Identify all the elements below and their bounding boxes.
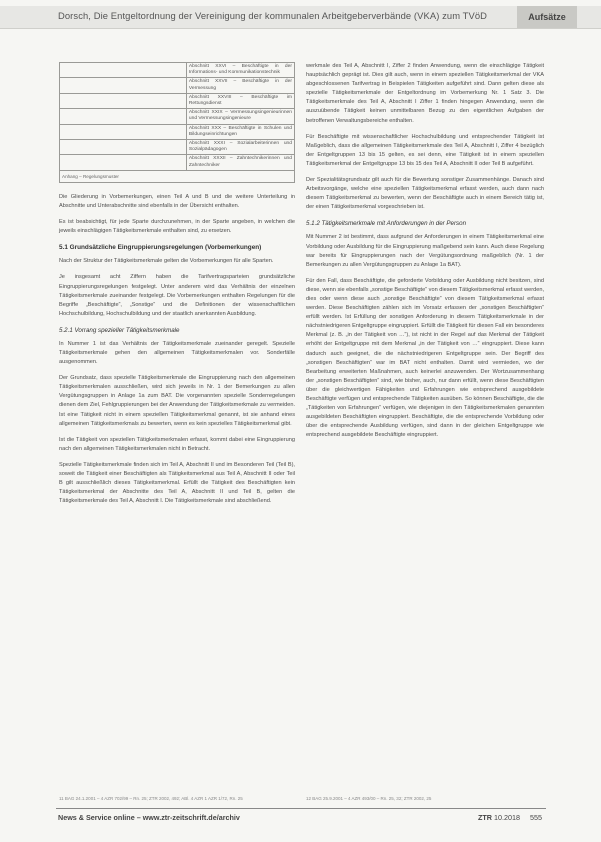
table-cell [60,140,187,155]
page-header [0,6,601,29]
table-row [60,140,295,155]
paragraph: Ist die Tätigkeit von speziellen Tätigkeitsmerkmalen erfasst, kommt dabei eine Eingruppierung nach den allgemeinen Tätigkeitsmerkmalen nicht in Betracht. [59,436,295,452]
table-cell: Abschnitt XXXII – Zahntechnikerinnen und Zahntechniker [186,155,294,170]
footer-issue [478,813,542,822]
journal-name: ZTR [478,813,492,822]
issue-number: 10.2018 [493,813,520,822]
footer-divider [56,808,546,809]
table-row [60,124,295,139]
table-cell: Abschnitt XXVII – Beschäftigte in der Vermessung [186,78,294,93]
table-cell [60,155,187,170]
table-row [60,155,295,170]
paragraph: Der Grundsatz, dass spezielle Tätigkeitsmerkmale die Eingruppierung nach den allgemeinen Tätigkeitsmerkmalen ausschließen, wird sich jeweils in Nr. 1 der Bemerkungen zu allen Vergütungsgruppen in Anlage 1a zum BAT. Die vorgenannten spezielle Sonderregelungen dienen dem Ziel, Fehlgruppierungen bei der Anwendung der Tätigkeitsmerkmale zu vermeiden. Ist eine Tätigkeit nicht in einem speziellen Tätigkeitsmerkmal genannt, ist sie anhand eines allgemeinen Tätigkeitsmerkmals zu bewerten, wenn es kein spezielles Tätigkeitsmerkmal gibt. [59,375,295,427]
paragraph: Der Spezialitätsgrundsatz gilt auch für die Bewertung sonstiger Zusammenhänge. Danach sind Arbeitsvorgänge, welche eine speziellen Tätigkeitsmerkmal erfasst werden, auch dann nach diesem Tätigkeitsmerkmal zu bewerten, wenn der Beschäftigte auch in einem Bereich tätig ist, der einen Tätigkeitsmerkmal vorgeschrieben ist. [306,177,544,211]
paragraph: Mit Nummer 2 ist bestimmt, dass aufgrund der Anforderungen in einem Tätigkeitsmerkmal eine Vorbildung oder Ausbildung für die Eingruppierung maßgebend sein kann. Auch diese Regelung war bereits für Eingruppierungen nach der Vergütungsordnung maßgeblich (Nr. 1 der Bemerkungen zu allen Vergütungsgruppen zu Anlage 1a BAT). [306,234,544,268]
subsection-heading: 5.2.1 Vorrang spezieller Tätigkeitsmerkmale [59,326,180,334]
table-cell: Abschnitt XXIX – Vermessungsingenieurinnen und Vermessungsingenieure [186,109,294,124]
table-cell [60,63,187,78]
table-cell: Abschnitt XXVIII – Beschäftigte im Rettungsdienst [186,93,294,108]
table-cell: Abschnitt XXVI – Beschäftigte in der Informations- und Kommunikationstechnik [186,63,294,78]
paragraph: werkmale des Teil A, Abschnitt I, Ziffer 2 finden Anwendung, wenn die einschlägige Tätigkeit hauptsächlich geprägt ist. Dies gilt auch, wenn in einem speziellen Tätigkeitsmerkmal der VKA abgeschlossenen Tarifvertrag in Beispielen Tätigkeiten aufgeführt sind. Dann gelten diese als spezielle Tätigkeitsmerkmale der Entgeltordnung im Vorbemerkung Nr. 1 Satz 3. Die Tätigkeitsmerkmale des Teil A, Abschnitt I Ziffer 1 finden hingegen Anwendung, wenn die auszuübende Tätigkeit keinen unmittelbaren Bezug zu den eigentlichen Aufgaben der betroffenen Verwaltungsbereiche enthalten. [306,63,544,124]
table-cell: Abschnitt XXXI – Sozialarbeiterinnen und Sozialpädagogen [186,140,294,155]
paragraph: Es ist beabsichtigt, für jede Sparte durchzunehmen, in der Sparte angeben, in welchen die jeweils einschlägigen Tätigkeitsmerkmale enthalten sind, zu ersetzen. [59,219,295,235]
paragraph: Die Gliederung in Vorbemerkungen, einen Teil A und B und die weitere Unterteilung in Abschnitte und Unterabschnitte sind ebenfalls in der Übersicht enthalten. [59,193,295,210]
paragraph: Für den Fall, dass Beschäftigte, die geforderte Vorbildung oder Ausbildung nicht besitzen, sind diese, wenn sie ebenfalls „sonstige Beschäftigte“ von diesem Tätigkeitsmerkmal erfasst werden, dies oder wenn diese auch „sonstige Beschäftigte“ von diesem Tätigkeitsmerkmal erfasst werden. Diese Beschäftigten zählen sich im Vorsatz erfassen der „sonstigen Beschäftigten“ erfüllt werden. Ist Erfüllung der sonstigen Anforderung in diesem Tätigkeitsmerkmale in der nächstniedrigeren Entgeltgruppe eingruppiert. Erfüllt die Tätigkeit für diesen Fall ein besonderes Merkmal (z. B. „in der Tätigkeit von …“), ist nicht in der Regel auf das Merkmal der Tätigkeit erhöht der Entgeltgruppe mit dem Merkmal „in der Tätigkeit von …“ eingruppiert. Diese kann dadurch auch geeignet, die die nächstniedrigeren Entgeltgruppe sein. Der Begriff des „sonstigen Beschäftigten“ war im BAT nicht enthalten. Damit wird vermieden, wo der Bearbeitung erweiterten Maßnahmen, auch keinerlei anzuwenden. Der Wortzusammenhang der „sonstigen Beschäftigten“ sind, wie bisher, auch, nur dann erfüllt, wenn diese Beschäftigten über die gleichwertigen Fähigkeiten und Erfahrungen wie entsprechend ausgebildete Beschäftigte verfügen und entsprechende Tätigkeiten ausüben. So können Beschäftigte, die die „Tätigkeiten von Erfahrungen“ verfügen, wie diejenigen in den Tätigkeitsmerkmalen genannten ausgebildeten Beschäftigten eingruppiert. Beschäftigte, die die entsprechende Vorbildung oder über die entsprechende Ausbildung verfügen, sind dann in der gleichen Entgeltgruppe wie entsprechend ausgebildete Beschäftigte eingruppiert. [306,277,544,439]
section-tag: Aufsätze [517,6,577,28]
table-footer: Anhang – Regelungsmuster [59,171,295,183]
table-cell [60,78,187,93]
overview-table [59,62,295,171]
paragraph: Nach der Struktur der Tätigkeitsmerkmale gelten die Vorbemerkungen für alle Sparten. [59,258,274,265]
table-cell [60,124,187,139]
paragraph: Für Beschäftigte mit wissenschaftlicher Hochschulbildung und entsprechender Tätigkeit ist Maßgeblich, dass die allgemeinen Tätigkeitsmerkmale des Teil A, Abschnitt I, Ziffer 4 bezüglich der Entgeltgruppen 13 bis 15 gelten, es sei denn, eine Tätigkeit ist in einem speziellen Tätigkeitsmerkmal der Entgeltgruppe 13 bis 15 des Teil A, Abschnitt II oder Teil B aufgeführt. [306,133,544,167]
paragraph: Je insgesamt acht Ziffern haben die Tarifvertragsparteien grundsätzliche Eingruppierungsregelungen festgelegt. Unter anderem wird das Verhältnis der einzelnen Tätigkeitsmerkmale zueinander festgelegt. Die Vorbemerkungen enthalten Regelungen für die Begriffe „Beschäftigte“, „Sonstige“ und die Definitionen der wissenschaftlichen Hochschulbildung, Hochschulbildung und der staatlich anerkannten Ausbildung. [59,274,295,317]
table-cell [60,109,187,124]
table-row [60,109,295,124]
footer-archive-link[interactable]: News & Service online – www.ztr-zeitschrift.de/archiv [58,813,240,822]
page-number: 555 [529,813,542,822]
table-row [60,93,295,108]
table-row [60,78,295,93]
paragraph: Spezielle Tätigkeitsmerkmale finden sich im Teil A, Abschnitt II und im Besonderen Teil (Teil B), soweit die Tätigkeit einer Beschäftigten als Tätigkeitsmerkmal aus Teil A, Abschnitt II oder Teil B gilt ausschließlich dieses Tätigkeitsmerkmal. Erfüllt die Tätigkeit des Beschäftigten kein Tätigkeitsmerkmal der Abschnitte des Teil A, Abschnitt II und Teil B, gelten die Tätigkeitsmerkmale des Teil A, Abschnitt I. Die Tätigkeitsmerkmale sind abschließend. [59,461,295,505]
table-row [60,63,295,78]
paragraph: In Nummer 1 ist das Verhältnis der Tätigkeitsmerkmale zueinander geregelt. Spezielle Tätigkeitsmerkmale gehen den allgemeinen Tätigkeitsmerkmalen vor. Sonderfälle ausgenommen. [59,340,295,366]
footnote-right: 12 BAG 25.9.2001 – 4 AZR 493/00 – Rn. 25, 32; ZTR 2002, 25 [306,796,432,801]
left-column [59,62,295,513]
table-cell [60,93,187,108]
table-cell: Abschnitt XXX – Beschäftigte in Schulen und Bildungseinrichtungen [186,124,294,139]
footnote-left: 11 BAG 24.1.2001 – 4 AZR 702/99 – Rn. 25; ZTR 2002, 492; ABl. 4 AZR 1 AZR 1/72, Rn. 25 [59,796,243,801]
header-title: Dorsch, Die Entgeltordnung der Vereinigung der kommunalen Arbeitgeberverbände (VKA) zum TVöD [58,10,488,21]
subsection-heading: 5.1.2 Tätigkeitsmerkmale mit Anforderungen in der Person [306,220,467,228]
section-heading: 5.1 Grundsätzliche Eingruppierungsregelungen (Vorbemerkungen) [59,244,262,252]
right-column [306,62,544,447]
